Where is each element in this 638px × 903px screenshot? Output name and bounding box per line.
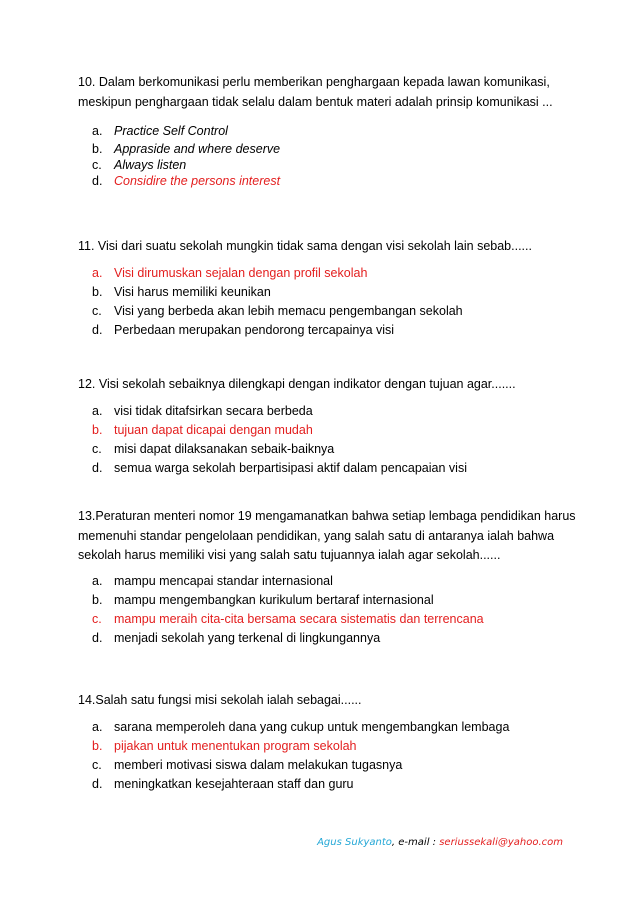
option-text: menjadi sekolah yang terkenal di lingkungannya [114,630,381,645]
option-letter: d. [92,323,103,337]
option-c-correct [78,610,578,629]
option-letter: a. [92,124,103,138]
footer-separator: , e-mail : [391,837,440,848]
question-text: 13.Peraturan menteri nomor 19 mengamanatkan bahwa setiap lembaga pendidikan harus memenuhi standar pengelolaan pendidikan, yang salah satu di antaranya ialah bahwa sekolah harus memiliki visi yang salah satu tujuannya ialah agar sekolah...... [78,509,576,562]
option-c [78,157,578,173]
option-text: Visi dirumuskan sejalan dengan profil sekolah [114,266,368,280]
footer-email: seriussekali@yahoo.com [439,837,563,848]
option-letter: d. [92,630,103,645]
option-text: mampu mengembangkan kurikulum bertaraf internasional [114,592,434,607]
option-letter: a. [92,404,103,418]
option-text: meningkatkan kesejahteraan staff dan guru [114,777,354,791]
option-letter: d. [92,777,103,791]
option-letter: c. [92,611,102,626]
option-text: mampu mencapai standar internasional [114,573,333,588]
option-letter: c. [92,158,102,172]
option-letter: c. [92,758,102,772]
option-a [78,122,578,141]
option-d [78,459,578,478]
option-letter: b. [92,423,103,437]
question-10 [78,72,578,189]
option-text: Visi yang berbeda akan lebih memacu pengembangan sekolah [114,304,463,318]
option-d [78,321,578,340]
option-text: visi tidak ditafsirkan secara berbeda [114,404,313,418]
option-d [78,629,578,648]
option-a [78,718,578,737]
question-text: 12. Visi sekolah sebaiknya dilengkapi dengan indikator dengan tujuan agar....... [78,377,516,391]
option-letter: b. [92,285,103,299]
option-text: Considire the persons interest [114,174,281,188]
option-text: Appraside and where deserve [114,142,281,156]
option-letter: a. [92,266,103,280]
option-text: Practice Self Control [114,124,228,138]
option-text: tujuan dapat dicapai dengan mudah [114,423,313,437]
option-letter: d. [92,174,103,188]
question-12 [78,374,578,478]
options-list [78,122,578,189]
question-13 [78,507,578,648]
question-text: 11. Visi dari suatu sekolah mungkin tidak sama dengan visi sekolah lain sebab...... [78,239,532,253]
question-text: 10. Dalam berkomunikasi perlu memberikan penghargaan kepada lawan komunikasi, meskipun penghargaan tidak selalu dalam bentuk materi adalah prinsip komunikasi ... [78,75,553,109]
option-letter: b. [92,592,103,607]
page-footer [317,837,563,848]
options-list [78,264,578,340]
option-b [78,283,578,302]
option-d [78,775,578,794]
footer-author: Agus Sukyanto [317,837,392,848]
option-a [78,572,578,591]
option-text: mampu meraih cita-cita bersama secara sistematis dan terrencana [114,611,484,626]
option-c [78,756,578,775]
option-c [78,440,578,459]
option-text: pijakan untuk menentukan program sekolah [114,739,357,753]
option-text: sarana memperoleh dana yang cukup untuk mengembangkan lembaga [114,720,510,734]
option-b-correct [78,737,578,756]
option-text: Visi harus memiliki keunikan [114,285,271,299]
option-text: semua warga sekolah berpartisipasi aktif dalam pencapaian visi [114,461,467,475]
option-b [78,591,578,610]
question-14 [78,690,578,794]
option-text: memberi motivasi siswa dalam melakukan tugasnya [114,758,403,772]
option-b-correct [78,421,578,440]
options-list [78,402,578,478]
option-a [78,402,578,421]
option-d-correct [78,173,578,189]
option-text: Perbedaan merupakan pendorong tercapainya visi [114,323,395,337]
question-text: 14.Salah satu fungsi misi sekolah ialah sebagai...... [78,693,362,707]
question-11 [78,236,578,340]
options-list [78,572,578,648]
option-b [78,141,578,157]
option-letter: a. [92,573,103,588]
option-letter: c. [92,304,102,318]
option-letter: b. [92,739,103,753]
option-text: misi dapat dilaksanakan sebaik-baiknya [114,442,335,456]
option-letter: d. [92,461,103,475]
option-letter: b. [92,142,103,156]
option-c [78,302,578,321]
option-text: Always listen [114,158,187,172]
option-a-correct [78,264,578,283]
option-letter: a. [92,720,103,734]
options-list [78,718,578,794]
option-letter: c. [92,442,102,456]
